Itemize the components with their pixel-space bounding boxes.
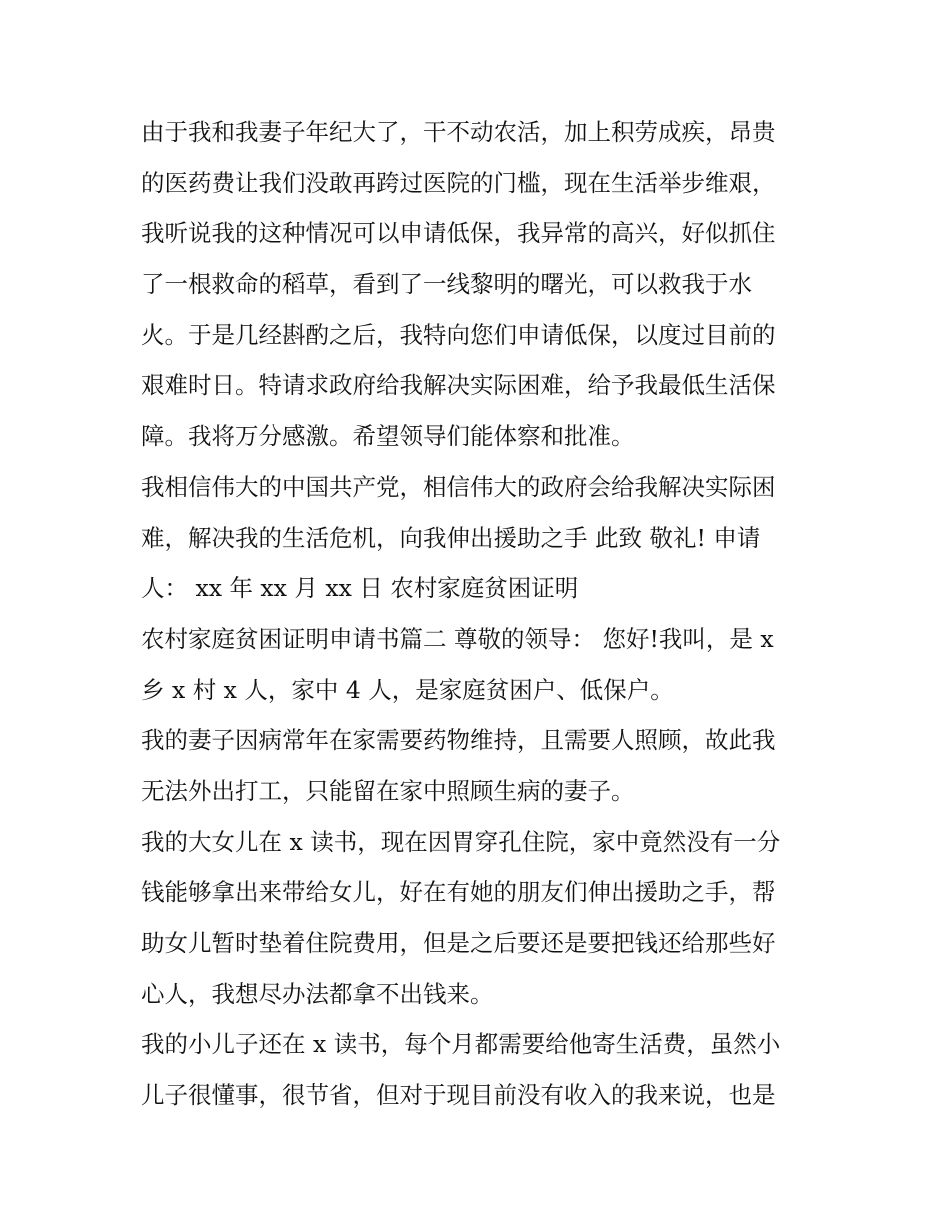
text-line: 艰难时日。特请求政府给我解决实际困难，给予我最低生活保 (141, 371, 776, 400)
text-line: 我的妻子因病常年在家需要药物维持，且需要人照顾，故此我 (141, 726, 776, 755)
text-line: 难，解决我的生活危机，向我伸出援助之手 此致 敬礼! 申请 (141, 523, 761, 552)
text-line: 乡 x 村 x 人，家中 4 人，是家庭贫困户、低保户。 (141, 675, 674, 704)
text-line: 我听说我的这种情况可以申请低保，我异常的高兴，好似抓住 (141, 219, 776, 248)
text-line: 障。我将万分感激。希望领导们能体察和批准。 (141, 422, 635, 451)
text-line: 人： xx 年 xx 月 xx 日 农村家庭贫困证明 (141, 574, 579, 603)
text-line: 由于我和我妻子年纪大了，干不动农活，加上积劳成疾，昂贵 (141, 118, 776, 146)
text-line: 无法外出打工，只能留在家中照顾生病的妻子。 (141, 776, 635, 805)
document-body (141, 107, 821, 1121)
text-line: 农村家庭贫困证明申请书篇二 尊敬的领导： 您好!我叫，是 x (141, 624, 774, 653)
text-line: 我相信伟大的中国共产党，相信伟大的政府会给我解决实际困 (141, 472, 776, 501)
text-line: 儿子很懂事，很节省，但对于现目前没有收入的我来说，也是 (141, 1081, 776, 1110)
text-line: 火。于是几经斟酌之后，我特向您们申请低保，以度过目前的 (141, 320, 776, 349)
text-line: 助女儿暂时垫着住院费用，但是之后要还是要把钱还给那些好 (141, 929, 776, 957)
text-line: 的医药费让我们没敢再跨过医院的门槛，现在生活举步维艰， (141, 168, 776, 197)
text-line: 钱能够拿出来带给女儿，好在有她的朋友们伸出援助之手，帮 (141, 878, 776, 907)
text-line: 了一根救命的稻草，看到了一线黎明的曙光，可以救我于水 (141, 270, 752, 299)
text-line: 我的大女儿在 x 读书，现在因胃穿孔住院，家中竟然没有一分 (141, 827, 781, 856)
text-line: 我的小儿子还在 x 读书，每个月都需要给他寄生活费，虽然小 (141, 1030, 781, 1059)
text-line: 心人，我想尽办法都拿不出钱来。 (141, 979, 494, 1008)
